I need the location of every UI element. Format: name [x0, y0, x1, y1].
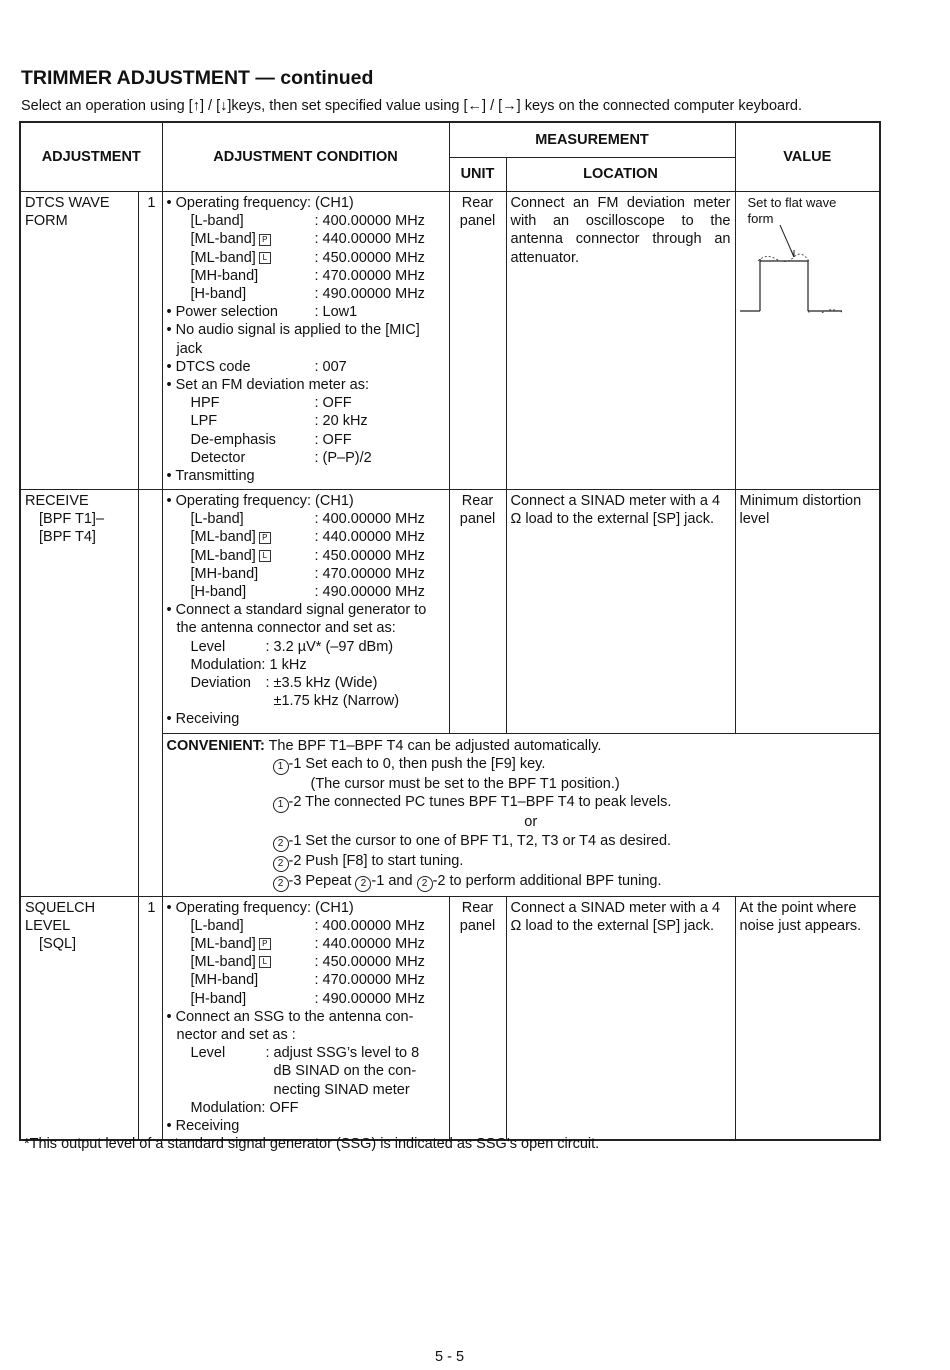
- header-location: LOCATION: [506, 158, 735, 192]
- condition-line: • Operating frequency: (CH1): [166, 493, 354, 509]
- table-row-squelch: [20, 896, 880, 1140]
- step-number: 1: [138, 896, 162, 1140]
- l-mark-icon: L: [259, 252, 271, 264]
- condition-line: [H-band] : 490.00000 MHz: [190, 990, 425, 1007]
- measurement-unit: Rear panel: [449, 490, 506, 734]
- condition-line: • Connect a standard signal generator to: [166, 602, 427, 619]
- condition-line: [L-band] : 400.00000 MHz: [190, 511, 425, 528]
- condition-line: dB SINAD on the con-: [273, 1063, 417, 1080]
- condition-line: • Operating frequency: (CH1): [166, 899, 354, 916]
- adjustment-name-line: [SQL]: [39, 936, 77, 953]
- condition-line: [MH-band] : 470.00000 MHz: [190, 565, 425, 582]
- condition-line: Level : adjust SSG’s level to 8: [190, 1045, 420, 1062]
- adjustment-value: Minimum distortion level: [735, 490, 880, 734]
- convenient-line: (The cursor must be set to the BPF T1 position.): [310, 776, 620, 793]
- adjustment-value: At the point where noise just appears.: [735, 896, 880, 1140]
- measurement-unit: Rear panel: [449, 896, 506, 1140]
- header-value: VALUE: [735, 122, 880, 192]
- condition-line: • Receiving: [166, 711, 240, 728]
- step-number: 1: [138, 192, 162, 490]
- condition-line: [L-band] : 400.00000 MHz: [190, 213, 425, 230]
- condition-line: Modulation: OFF: [190, 1099, 299, 1116]
- condition-line: [ML-band] P : 440.00000 MHz: [190, 529, 425, 546]
- adjustment-condition: [162, 192, 449, 490]
- convenient-line: 2 -3 Pepeat 2 -1 and 2 -2 to perform additional BPF tuning.: [167, 872, 876, 892]
- waveform-label: Set to flat wave form: [747, 195, 837, 226]
- condition-line: De-emphasis : OFF: [190, 431, 352, 448]
- adjustment-name: [20, 896, 138, 1140]
- header-measurement: MEASUREMENT: [449, 122, 735, 158]
- adjustment-name: DTCS WAVE FORM: [20, 192, 138, 490]
- p-mark-icon: P: [259, 532, 271, 544]
- adjustment-name: [20, 490, 138, 897]
- circled-number-icon: 2: [355, 876, 371, 892]
- circled-number-icon: 1: [273, 797, 289, 813]
- condition-line: • Set an FM deviation meter as:: [166, 377, 370, 394]
- header-adjustment: ADJUSTMENT: [20, 122, 162, 192]
- condition-line: Modulation: 1 kHz: [190, 656, 307, 673]
- step-number: [138, 490, 162, 897]
- condition-line: Deviation : ±3.5 kHz (Wide): [190, 675, 378, 692]
- measurement-location: Connect a SINAD meter with a 4 Ω load to the external [SP] jack.: [506, 490, 735, 734]
- p-mark-icon: P: [259, 234, 271, 246]
- convenient-line: CONVENIENT: The BPF T1–BPF T4 can be adjusted automatically.: [166, 738, 602, 754]
- table-row-dtcs: [20, 192, 880, 490]
- table-row-receive: [20, 490, 880, 734]
- circled-number-icon: 1: [273, 759, 289, 775]
- adjustment-table: [19, 121, 881, 1141]
- page-title: TRIMMER ADJUSTMENT — continued: [21, 67, 374, 89]
- measurement-unit: Rear panel: [449, 192, 506, 490]
- condition-line: [ML-band] L : 450.00000 MHz: [190, 547, 425, 564]
- condition-line: the antenna connector and set as:: [176, 620, 396, 637]
- convenient-line: 2 -1 Set the cursor to one of BPF T1, T2, T3 or T4 as desired.: [167, 832, 876, 852]
- circled-number-icon: 2: [273, 856, 289, 872]
- condition-line: [H-band] : 490.00000 MHz: [190, 286, 425, 303]
- p-mark-icon: P: [259, 938, 271, 950]
- waveform-diagram: [736, 195, 880, 315]
- condition-line: [L-band] : 400.00000 MHz: [190, 917, 425, 934]
- convenient-line: 1 -2 The connected PC tunes BPF T1–BPF T4 to peak levels.: [167, 793, 876, 813]
- condition-line: • DTCS code : 007: [166, 358, 347, 375]
- condition-line: Detector : (P–P)/2: [190, 449, 372, 466]
- l-mark-icon: L: [259, 550, 271, 562]
- adjustment-condition: [162, 896, 449, 1140]
- condition-line: ±1.75 kHz (Narrow): [273, 693, 400, 710]
- adjustment-condition: [162, 490, 449, 734]
- convenient-note: [162, 734, 880, 897]
- condition-line: [ML-band] P : 440.00000 MHz: [190, 231, 425, 248]
- instruction-text: Select an operation using [↑] / [↓]keys, then set specified value using [←] / [→] keys on the connected computer keyboard.: [21, 98, 803, 114]
- condition-line: • Power selection : Low1: [166, 304, 358, 321]
- condition-line: [ML-band] P : 440.00000 MHz: [190, 936, 425, 953]
- condition-line: [MH-band] : 470.00000 MHz: [190, 267, 425, 284]
- l-mark-icon: L: [259, 956, 271, 968]
- page-number: 5 - 5: [435, 1349, 465, 1365]
- convenient-line: or: [524, 814, 538, 831]
- condition-line: HPF : OFF: [190, 395, 352, 412]
- adjustment-name-line: LEVEL: [25, 917, 71, 934]
- adjustment-value: [735, 192, 880, 490]
- condition-line: [ML-band] L : 450.00000 MHz: [190, 954, 425, 971]
- condition-line: nector and set as :: [176, 1027, 296, 1044]
- adjustment-name-line: [BPF T4]: [39, 529, 96, 546]
- circled-number-icon: 2: [273, 876, 289, 892]
- header-unit: UNIT: [449, 158, 506, 192]
- condition-line: • Receiving: [166, 1118, 240, 1135]
- condition-line: • Transmitting: [166, 468, 255, 485]
- convenient-line: 2 -2 Push [F8] to start tuning.: [167, 852, 876, 872]
- circled-number-icon: 2: [417, 876, 433, 892]
- circled-number-icon: 2: [273, 836, 289, 852]
- adjustment-name-line: SQUELCH: [25, 899, 96, 916]
- condition-line: necting SINAD meter: [273, 1081, 410, 1098]
- flat-waveform-icon: [736, 223, 876, 313]
- condition-line: • Operating frequency: (CH1): [166, 195, 354, 211]
- header-row: [20, 122, 880, 158]
- convenient-line: 1 -1 Set each to 0, then push the [F9] key.: [167, 755, 876, 775]
- condition-line: [ML-band] L : 450.00000 MHz: [190, 249, 425, 266]
- condition-line: Level : 3.2 µV* (–97 dBm): [190, 638, 394, 655]
- measurement-location: Connect an FM deviation meter with an oscilloscope to the antenna connector through an attenuator.: [506, 192, 735, 490]
- footnote: *This output level of a standard signal generator (SSG) is indicated as SSG’s open circuit.: [24, 1136, 600, 1152]
- condition-line: LPF : 20 kHz: [190, 413, 368, 430]
- condition-line: [MH-band] : 470.00000 MHz: [190, 972, 425, 989]
- adjustment-name-line: [BPF T1]–: [39, 511, 105, 528]
- measurement-location: Connect a SINAD meter with a 4 Ω load to the external [SP] jack.: [506, 896, 735, 1140]
- condition-line: • Connect an SSG to the antenna con-: [166, 1008, 414, 1025]
- condition-line: • No audio signal is applied to the [MIC]: [166, 322, 420, 339]
- condition-line: [H-band] : 490.00000 MHz: [190, 584, 425, 601]
- condition-line: jack: [176, 340, 203, 357]
- adjustment-name-line: RECEIVE: [25, 493, 89, 509]
- header-condition: ADJUSTMENT CONDITION: [162, 122, 449, 192]
